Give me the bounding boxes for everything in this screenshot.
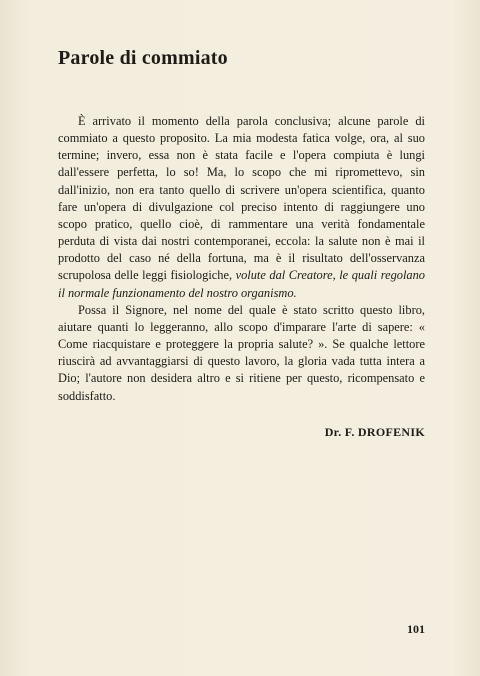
paragraph-1: [58, 113, 425, 302]
page-number: 101: [407, 622, 425, 636]
paragraph-1-text: È arrivato il momento della parola conclusiva; alcune parole di commiato a questo proposito. La mia modesta fatica volge, ora, al suo termine; invero, essa non è stata facile e l'opera compiuta è lungi dall'essere perfetta, lo so! Ma, lo scopo che mi ripromettevo, sin dall'inizio, non era tanto quello di scrivere un'opera scientifica, quanto fare un'opera di divulgazione col preciso intento di raggiungere uno scopo pratico, quello cioè, di rammentare una verità fondamentale perduta di vista dai nostri contemporanei, eccola: la salute non è mai il prodotto del caso né della fortuna, ma è il risultato dell'osservanza scrupolosa delle leggi fisiologiche,: [58, 114, 425, 283]
body-text: [58, 113, 425, 405]
page-title: Parole di commiato: [58, 47, 228, 69]
paragraph-1-italic: volute dal Creatore, le quali regolano il normale funzionamento del nostro organismo.: [58, 268, 425, 300]
author-signature: Dr. F. DROFENIK: [324, 425, 425, 439]
paragraph-2: Possa il Signore, nel nome del quale è stato scritto questo libro, aiutare quanti lo leggeranno, allo scopo d'imparare l'arte di sapere: « Come riacquistare e proteggere la propria salute? ». Se qualche lettore riuscirà ad avvantaggiarsi di questo lavoro, la gloria vada tutta intera a Dio; l'autore non desidera altro e si ritiene per questo, ricompensato e soddisfatto.: [58, 302, 425, 403]
